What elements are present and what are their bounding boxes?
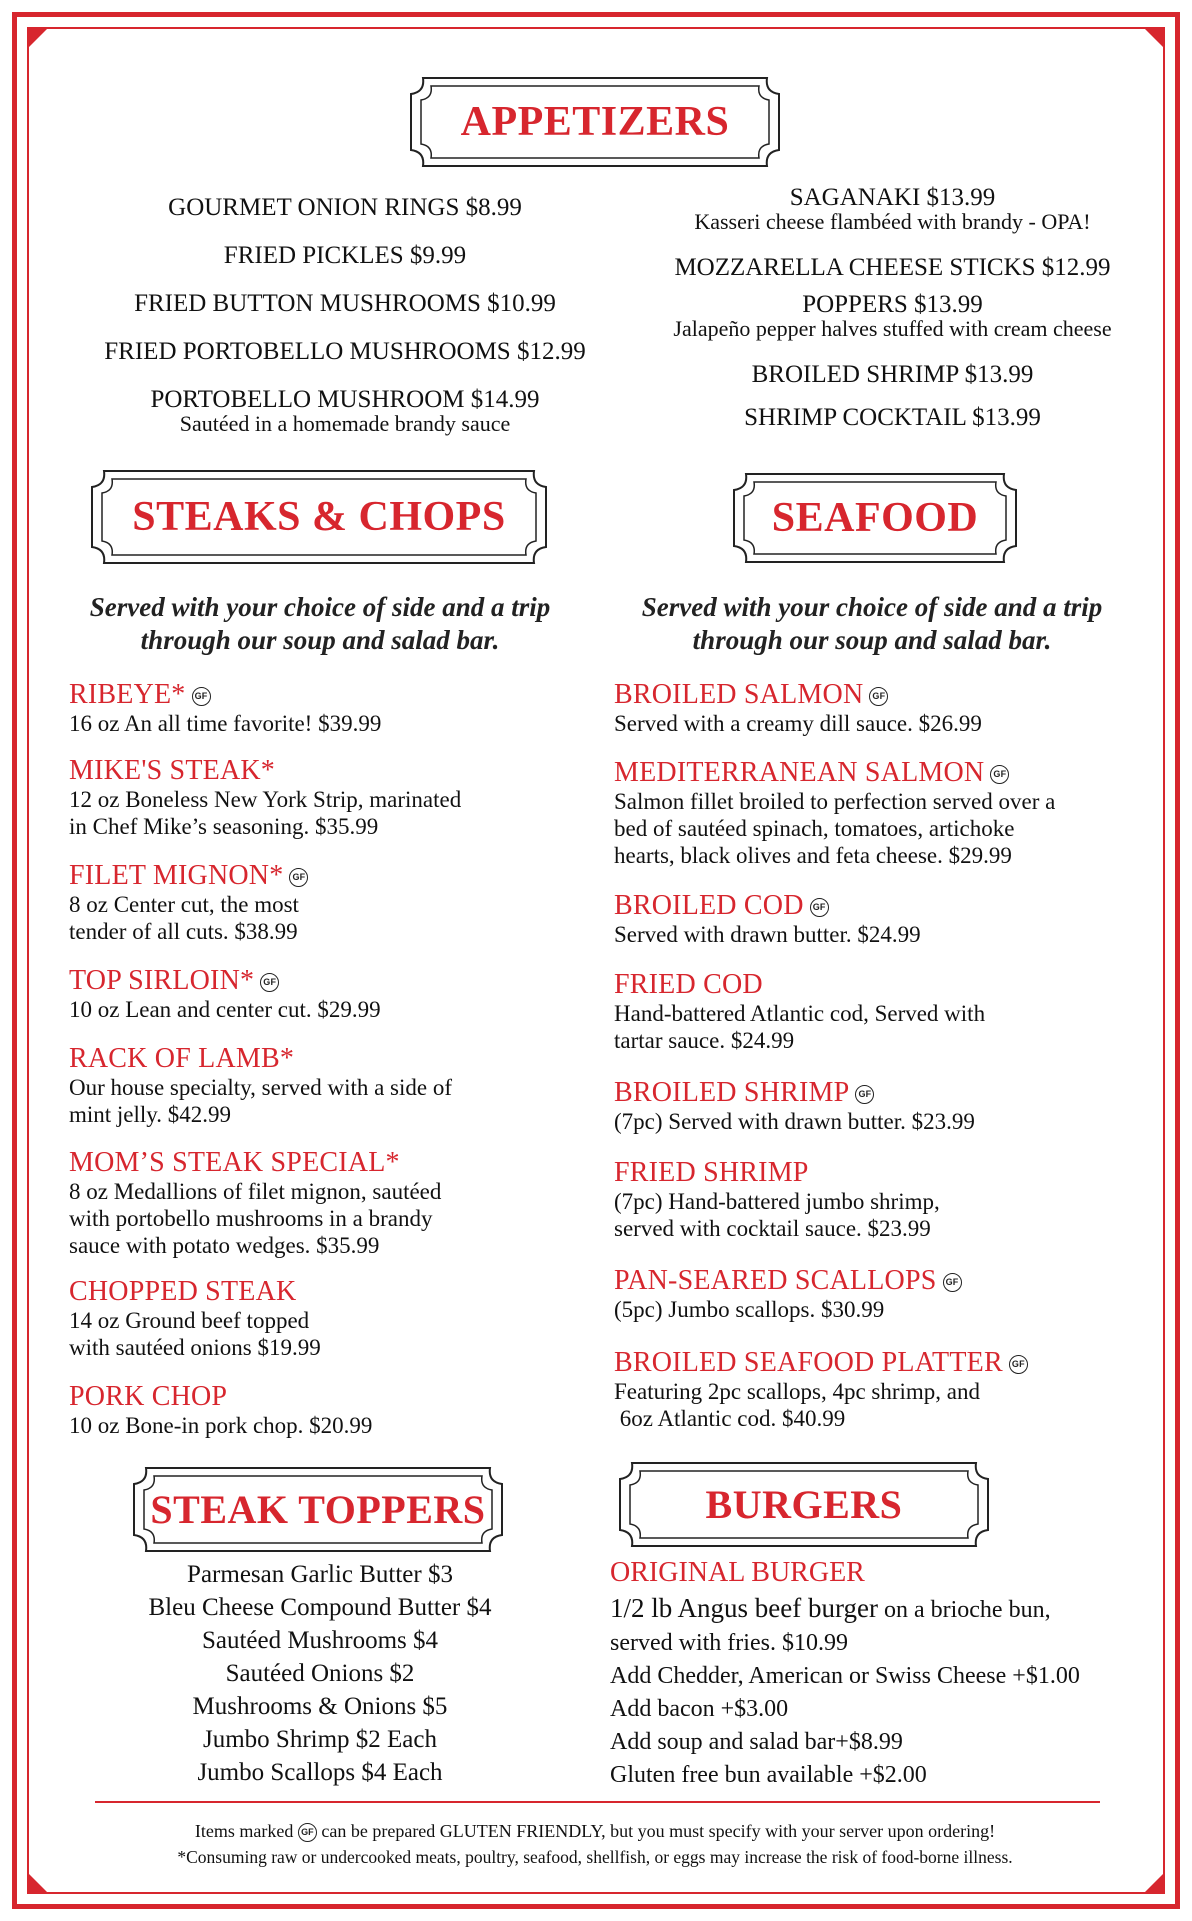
appetizer-item xyxy=(50,241,640,289)
item-description: (7pc) Hand-battered jumbo shrimp, xyxy=(614,1189,940,1214)
section-title-appetizers: APPETIZERS xyxy=(460,99,730,145)
item-name: ORIGINAL BURGER xyxy=(610,1557,865,1588)
item-description: 8 oz Center cut, the most xyxy=(69,892,299,917)
item-description: tender of all cuts. $38.99 xyxy=(69,919,298,944)
burger-line-text: on a brioche bun, xyxy=(877,1597,1051,1623)
seafood-list xyxy=(614,680,1154,1432)
item-description: Hand-battered Atlantic cod, Served with xyxy=(614,1001,986,1026)
banner-steak-toppers xyxy=(128,1462,508,1557)
item-description: Salmon fillet broiled to perfection served over a xyxy=(614,789,1056,814)
burger-line: Add Chedder, American or Swiss Cheese +$1.00 xyxy=(610,1663,1080,1689)
item-description: (7pc) Served with drawn butter. $23.99 xyxy=(614,1109,975,1134)
banner-burgers xyxy=(614,1457,994,1552)
appetizer-name: FRIED PORTOBELLO MUSHROOMS $12.99 xyxy=(104,338,586,365)
menu-item xyxy=(614,758,1154,891)
appetizer-item xyxy=(635,183,1150,253)
item-name-text: BROILED COD xyxy=(614,890,804,921)
gf-icon: GF xyxy=(810,898,829,917)
item-name: MOM’S STEAK SPECIAL* xyxy=(69,1147,400,1178)
item-description: 10 oz Bone-in pork chop. $20.99 xyxy=(69,1413,373,1438)
menu-item xyxy=(69,966,589,1044)
item-description: 16 oz An all time favorite! $39.99 xyxy=(69,711,382,736)
banner-seafood xyxy=(728,468,1022,568)
item-description: mint jelly. $42.99 xyxy=(69,1102,232,1127)
appetizer-name: FRIED BUTTON MUSHROOMS $10.99 xyxy=(134,290,556,317)
appetizers-right-column xyxy=(635,183,1150,433)
appetizer-description: Jalapeño pepper halves stuffed with cream cheese xyxy=(673,316,1112,341)
burger-section xyxy=(610,1556,1170,1792)
appetizer-item xyxy=(50,193,640,241)
appetizer-item xyxy=(635,360,1150,403)
item-name-text: RIBEYE* xyxy=(69,679,186,710)
item-description: hearts, black olives and feta cheese. $29.99 xyxy=(614,843,1012,868)
topper-item: Mushrooms & Onions $5 xyxy=(192,1693,448,1720)
footer-consuming-warning: *Consuming raw or undercooked meats, poultry, seafood, shellfish, or eggs may increase the risk of food-borne illness. xyxy=(177,1847,1013,1867)
item-description: 8 oz Medallions of filet mignon, sautéed xyxy=(69,1179,442,1204)
item-name xyxy=(614,1078,1154,1108)
item-description: 10 oz Lean and center cut. $29.99 xyxy=(69,997,381,1022)
item-description: served with cocktail sauce. $23.99 xyxy=(614,1216,931,1241)
item-name xyxy=(614,1266,1154,1296)
banner-steaks-chops xyxy=(86,465,552,569)
appetizer-name: SHRIMP COCKTAIL $13.99 xyxy=(744,404,1041,431)
item-name xyxy=(614,1348,1154,1378)
gf-icon: GF xyxy=(192,687,211,706)
item-name: FRIED COD xyxy=(614,969,763,1000)
appetizer-item xyxy=(50,385,640,435)
served-note-seafood xyxy=(602,591,1142,657)
item-name xyxy=(614,758,1154,788)
item-name xyxy=(614,891,1154,921)
item-name: CHOPPED STEAK xyxy=(69,1276,297,1307)
menu-item xyxy=(69,756,589,861)
section-title-seafood: SEAFOOD xyxy=(771,495,979,541)
item-name-text: PAN-SEARED SCALLOPS xyxy=(614,1265,937,1296)
topper-item: Sautéed Onions $2 xyxy=(225,1660,415,1687)
served-note-line: Served with your choice of side and a trip xyxy=(89,592,551,622)
item-name-text: FILET MIGNON* xyxy=(69,860,284,891)
appetizer-name: POPPERS $13.99 xyxy=(802,291,983,318)
menu-item xyxy=(69,861,589,966)
topper-item: Bleu Cheese Compound Butter $4 xyxy=(148,1594,492,1621)
section-title-steak-toppers: STEAK TOPPERS xyxy=(150,1487,486,1532)
burger-line xyxy=(610,1592,1170,1627)
appetizer-item xyxy=(635,403,1150,433)
steaks-list xyxy=(69,680,589,1439)
topper-item: Parmesan Garlic Butter $3 xyxy=(187,1561,453,1588)
item-description: 14 oz Ground beef topped xyxy=(69,1308,310,1333)
item-name-text: MEDITERRANEAN SALMON xyxy=(614,757,985,788)
item-name: PORK CHOP xyxy=(69,1381,228,1412)
gf-icon: GF xyxy=(855,1085,874,1104)
burger-line: Gluten free bun available +$2.00 xyxy=(610,1762,927,1788)
item-name xyxy=(69,966,589,996)
burger-line: Add bacon +$3.00 xyxy=(610,1696,789,1722)
appetizer-description: Sautéed in a homemade brandy sauce xyxy=(179,411,511,436)
appetizer-item xyxy=(635,253,1150,290)
menu-item xyxy=(614,1266,1154,1348)
gf-icon: GF xyxy=(869,687,888,706)
gf-icon: GF xyxy=(990,765,1009,784)
item-name-text: BROILED SALMON xyxy=(614,679,864,710)
item-description: bed of sautéed spinach, tomatoes, artichoke xyxy=(614,816,1015,841)
footer-text: Items marked xyxy=(194,1821,298,1841)
item-description: with sautéed onions $19.99 xyxy=(69,1335,321,1360)
appetizer-item xyxy=(635,290,1150,360)
section-title-burgers: BURGERS xyxy=(705,1482,903,1527)
item-description: tartar sauce. $24.99 xyxy=(614,1028,795,1053)
item-description: Featuring 2pc scallops, 4pc shrimp, and xyxy=(614,1379,981,1404)
footer-text: can be prepared GLUTEN FRIENDLY, but you must specify with your server upon ordering! xyxy=(316,1821,996,1841)
appetizer-name: MOZZARELLA CHEESE STICKS $12.99 xyxy=(674,254,1111,281)
item-description: Served with drawn butter. $24.99 xyxy=(614,922,921,947)
appetizers-left-column xyxy=(50,193,640,435)
gf-icon: GF xyxy=(289,868,308,887)
menu-item xyxy=(614,891,1154,970)
menu-item xyxy=(69,1277,589,1382)
menu-item xyxy=(69,1044,589,1148)
footer-divider xyxy=(95,1801,1100,1803)
appetizer-name: SAGANAKI $13.99 xyxy=(789,184,996,211)
steak-toppers-list xyxy=(70,1558,570,1789)
gf-icon: GF xyxy=(943,1273,962,1292)
item-name xyxy=(614,680,1154,710)
appetizer-item xyxy=(50,337,640,385)
appetizer-name: FRIED PICKLES $9.99 xyxy=(223,242,467,269)
burger-line: Add soup and salad bar+$8.99 xyxy=(610,1729,903,1755)
menu-item xyxy=(614,1158,1154,1266)
item-name: FRIED SHRIMP xyxy=(614,1157,809,1188)
item-name: RACK OF LAMB* xyxy=(69,1043,295,1074)
menu-item xyxy=(614,680,1154,758)
appetizer-item xyxy=(50,289,640,337)
menu-item xyxy=(69,1382,589,1439)
item-description: Our house specialty, served with a side of xyxy=(69,1075,453,1100)
burger-line: served with fries. $10.99 xyxy=(610,1630,848,1656)
banner-appetizers xyxy=(405,72,785,172)
served-note-line: Served with your choice of side and a trip xyxy=(641,592,1103,622)
item-name-text: TOP SIRLOIN* xyxy=(69,965,255,996)
served-note-line: through our soup and salad bar. xyxy=(140,625,500,655)
appetizer-name: PORTOBELLO MUSHROOM $14.99 xyxy=(150,386,540,413)
served-note-line: through our soup and salad bar. xyxy=(692,625,1052,655)
section-title-steaks-chops: STEAKS & CHOPS xyxy=(132,494,506,540)
item-name-text: BROILED SEAFOOD PLATTER xyxy=(614,1347,1003,1378)
item-description: sauce with potato wedges. $35.99 xyxy=(69,1233,380,1258)
topper-item: Jumbo Shrimp $2 Each xyxy=(202,1726,437,1753)
item-description: (5pc) Jumbo scallops. $30.99 xyxy=(614,1297,885,1322)
topper-item: Sautéed Mushrooms $4 xyxy=(201,1627,439,1654)
appetizer-name: GOURMET ONION RINGS $8.99 xyxy=(168,194,522,221)
menu-item xyxy=(614,970,1154,1078)
item-description: 6oz Atlantic cod. $40.99 xyxy=(614,1406,846,1431)
item-name-text: BROILED SHRIMP xyxy=(614,1077,850,1108)
item-name xyxy=(69,680,589,710)
footer-gf-note xyxy=(60,1818,1130,1844)
gf-icon: GF xyxy=(260,973,279,992)
appetizer-description: Kasseri cheese flambéed with brandy - OPA! xyxy=(694,209,1091,234)
menu-item xyxy=(614,1078,1154,1158)
menu-item xyxy=(69,1148,589,1277)
item-description: with portobello mushrooms in a brandy xyxy=(69,1206,433,1231)
menu-item xyxy=(69,680,589,756)
item-description: in Chef Mike’s seasoning. $35.99 xyxy=(69,814,379,839)
item-name: MIKE'S STEAK* xyxy=(69,755,275,786)
served-note-steaks xyxy=(50,591,590,657)
appetizer-name: BROILED SHRIMP $13.99 xyxy=(751,361,1034,388)
gf-icon: GF xyxy=(298,1823,317,1842)
item-description: 12 oz Boneless New York Strip, marinated xyxy=(69,787,462,812)
topper-item: Jumbo Scallops $4 Each xyxy=(197,1759,443,1786)
burger-highlight: 1/2 lb Angus beef burger xyxy=(610,1593,878,1623)
gf-icon: GF xyxy=(1009,1355,1028,1374)
item-name xyxy=(69,861,589,891)
menu-item xyxy=(614,1348,1154,1432)
item-description: Served with a creamy dill sauce. $26.99 xyxy=(614,711,982,736)
